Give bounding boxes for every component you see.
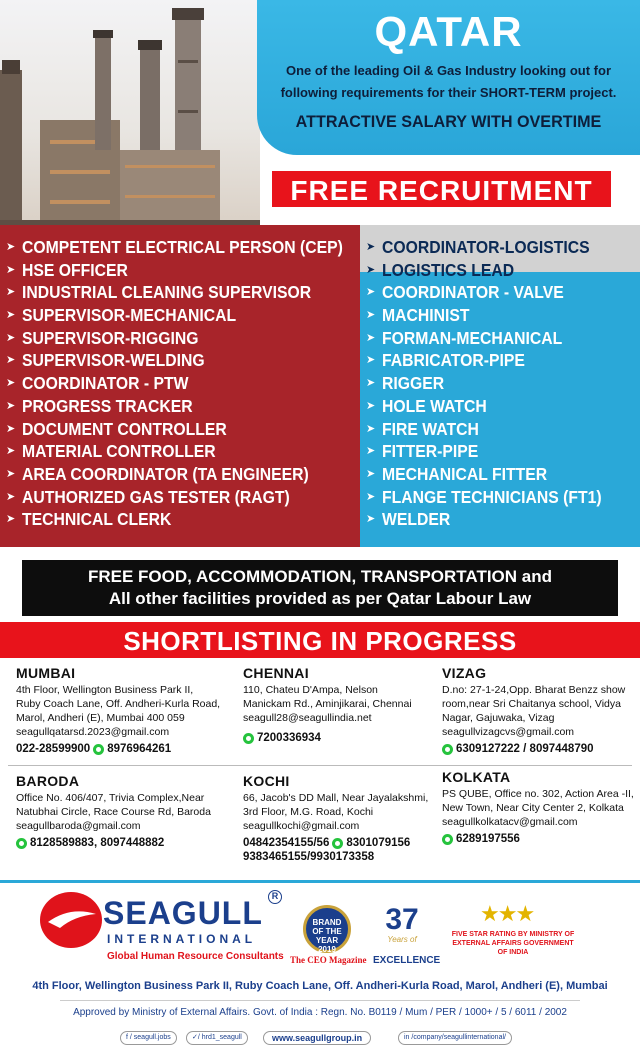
twitter-link[interactable] [186, 1031, 248, 1045]
position-label: INDUSTRIAL CLEANING SUPERVISOR [22, 282, 312, 303]
position-item [6, 508, 379, 531]
position-label: TECHNICAL CLERK [22, 509, 172, 530]
benefits-line-2: All other facilities provided as per Qatar Labour Law [108, 589, 532, 608]
position-label: FIRE WATCH [382, 418, 479, 439]
office-phone [442, 832, 638, 846]
registered-mark: R [268, 890, 282, 904]
office-kolkata [442, 770, 638, 846]
office-address-line: 4th Floor, Wellington Business Park II, [16, 684, 194, 696]
header-section [0, 0, 640, 232]
position-item [6, 395, 379, 418]
position-label: HOLE WATCH [382, 395, 487, 416]
office-address-line: 66, Jacob's DD Mall, Near Jayalakshmi, [243, 792, 429, 804]
star-rating-icon: ★★★ [480, 901, 534, 926]
arrow-icon: ➤ [366, 513, 376, 526]
brand-of-year-badge [303, 905, 351, 953]
office-address-line: Manickam Rd., Aminjikarai, Chennai [243, 698, 412, 710]
arrow-icon: ➤ [366, 445, 376, 458]
arrow-icon: ➤ [366, 331, 376, 344]
arrow-icon: ➤ [6, 309, 16, 322]
arrow-icon: ➤ [6, 286, 16, 299]
position-item [366, 304, 626, 327]
position-label: DOCUMENT CONTROLLER [22, 418, 227, 439]
phone-number[interactable]: 7200336934 [257, 732, 321, 744]
position-item [366, 236, 626, 259]
position-item [6, 440, 379, 463]
position-item [6, 304, 379, 327]
arrow-icon: ➤ [366, 309, 376, 322]
position-label: FLANGE TECHNICIANS (FT1) [382, 486, 602, 507]
position-label: MACHINIST [382, 305, 470, 326]
approval-text: Approved by Ministry of External Affairs. Govt. of India : Regn. No. B0119 / Mum / PER / 1000+ / 5 / 6011 / 2002 [73, 1007, 567, 1018]
office-address-line: 3rd Floor, M.G. Road, Kochi [243, 806, 374, 818]
star-rating-text: FIVE STAR RATING BY MINISTRY OF EXTERNAL AFFAIRS GOVERNMENT OF INDIA [451, 931, 575, 956]
office-email[interactable]: seagullbaroda@gmail.com [16, 820, 141, 832]
qatar-banner [257, 0, 640, 155]
years-badge [370, 905, 434, 951]
position-item [6, 486, 379, 509]
office-baroda [16, 774, 241, 850]
phone-number[interactable]: 9383465155/9930173358 [243, 851, 375, 863]
position-label: COMPETENT ELECTRICAL PERSON (CEP) [22, 237, 343, 257]
position-label: COORDINATOR-LOGISTICS [382, 237, 590, 257]
office-address-line: room,near Sri Chaitanya school, Vidya [442, 698, 621, 710]
country-title: QATAR [374, 8, 523, 55]
position-label: WELDER [382, 509, 451, 530]
position-item [366, 395, 626, 418]
footer-divider [60, 1000, 580, 1001]
position-label: SUPERVISOR-MECHANICAL [22, 305, 237, 326]
arrow-icon: ➤ [6, 513, 16, 526]
years-number: 37 [385, 903, 419, 936]
office-phone [243, 836, 443, 850]
badge-year: 2019 [318, 945, 336, 954]
position-item [366, 486, 626, 509]
position-label: COORDINATOR - PTW [22, 373, 189, 394]
position-item [366, 418, 626, 441]
office-phone [442, 742, 638, 756]
position-item [366, 259, 626, 282]
arrow-icon: ➤ [366, 241, 376, 253]
shortlisting-banner: SHORTLISTING IN PROGRESS [0, 622, 640, 658]
office-address-line: PS QUBE, Office no. 302, Action Area -II, [442, 788, 634, 800]
whatsapp-icon [442, 744, 453, 755]
office-phone [16, 742, 241, 756]
arrow-icon: ➤ [6, 445, 16, 458]
whatsapp-icon [93, 744, 104, 755]
arrow-icon: ➤ [366, 490, 376, 503]
position-item [366, 327, 626, 350]
years-text: Years of [387, 935, 417, 944]
office-address-line: Ruby Coach Lane, Off. Andheri-Kurla Road, [16, 698, 221, 710]
ceo-magazine: The CEO Magazine [290, 955, 367, 965]
office-vizag [442, 666, 638, 756]
office-email[interactable]: seagullkolkatacv@gmail.com [442, 816, 578, 828]
arrow-icon: ➤ [366, 377, 376, 390]
offices-divider [8, 765, 632, 766]
arrow-icon: ➤ [6, 467, 16, 480]
office-city: KOCHI [243, 773, 290, 789]
position-label: FABRICATOR-PIPE [382, 350, 525, 371]
arrow-icon: ➤ [366, 286, 376, 299]
office-address-line: 110, Chateu D'Ampa, Nelson [243, 684, 378, 696]
position-item [366, 440, 626, 463]
position-item [366, 349, 626, 372]
office-kochi [243, 774, 443, 864]
position-label: LOGISTICS LEAD [382, 259, 515, 280]
positions-left-list [6, 236, 379, 531]
intro-text: One of the leading Oil & Gas Industry looking out for following requirements for their SHORT-TERM project. [280, 63, 617, 100]
phone-number[interactable]: 6309127222 / 8097448790 [456, 743, 594, 755]
position-label: MATERIAL CONTROLLER [22, 441, 216, 462]
arrow-icon: ➤ [366, 354, 376, 367]
arrow-icon: ➤ [6, 263, 16, 276]
phone-number[interactable]: 8128589883, 8097448882 [30, 837, 165, 849]
office-city: MUMBAI [16, 665, 76, 681]
positions-right-list [366, 236, 626, 531]
office-address-line: D.no: 27-1-24,Opp. Bharat Benzz show [442, 684, 626, 696]
positions-left-column [0, 225, 360, 547]
excellence-text: EXCELLENCE [373, 955, 441, 966]
phone-number[interactable]: 022-28599900 [16, 743, 91, 755]
position-item [6, 349, 379, 372]
linkedin-icon: in [404, 1034, 412, 1041]
position-label: SUPERVISOR-RIGGING [22, 327, 199, 348]
position-item [6, 327, 379, 350]
whatsapp-icon [16, 838, 27, 849]
position-label: MECHANICAL FITTER [382, 463, 548, 484]
office-address-line: Nagar, Gajuwaka, Vizag [442, 712, 555, 724]
arrow-icon: ➤ [366, 263, 376, 276]
position-item [6, 281, 379, 304]
position-label: FORMAN-MECHANICAL [382, 327, 563, 348]
position-item [366, 372, 626, 395]
refinery-image [0, 0, 260, 232]
brand-name: SEAGULL [103, 895, 263, 931]
website-link[interactable]: www.seagullgroup.in [263, 1031, 371, 1045]
arrow-icon: ➤ [6, 354, 16, 367]
phone-number[interactable]: 04842354155/56 [243, 837, 330, 849]
position-label: SUPERVISOR-WELDING [22, 350, 205, 371]
position-item [6, 418, 379, 441]
twitter-icon: ✓ [192, 1034, 198, 1041]
seagull-logo-icon [40, 892, 102, 948]
position-label: HSE OFFICER [22, 259, 128, 280]
arrow-icon: ➤ [366, 399, 376, 412]
benefits-line-1: FREE FOOD, ACCOMMODATION, TRANSPORTATION and [87, 567, 552, 586]
office-address-line: Office No. 406/407, Trivia Complex,Near [16, 792, 205, 804]
office-address-line: Marol, Andheri (E), Mumbai 400 059 [16, 712, 185, 724]
arrow-icon: ➤ [6, 331, 16, 344]
position-item [366, 508, 626, 531]
whatsapp-icon [332, 838, 343, 849]
office-city: BARODA [16, 773, 80, 789]
office-city: KOLKATA [442, 769, 511, 785]
office-email[interactable]: seagullqatarsd.2023@gmail.com [16, 726, 170, 738]
office-mumbai [16, 666, 241, 756]
office-chennai [243, 666, 438, 745]
office-phone [243, 731, 438, 745]
whatsapp-icon [442, 834, 453, 845]
arrow-icon: ➤ [366, 422, 376, 435]
office-phone [16, 836, 241, 850]
whatsapp-icon [243, 733, 254, 744]
free-recruitment-banner: FREE RECRUITMENT [270, 169, 613, 209]
position-item [366, 463, 626, 486]
office-phone [243, 850, 443, 864]
position-item [6, 463, 379, 486]
position-label: COORDINATOR - VALVE [382, 282, 564, 303]
office-email[interactable]: seagull28@seagullindia.net [243, 712, 372, 724]
arrow-icon: ➤ [6, 399, 16, 412]
position-label: AUTHORIZED GAS TESTER (RAGT) [22, 486, 290, 507]
office-address-line: Natubhai Circle, Race Course Rd, Baroda [16, 806, 211, 818]
head-office-address: 4th Floor, Wellington Business Park II, Ruby Coach Lane, Off. Andheri-Kurla Road, Marol, Andheri (E), Mumbai [32, 980, 608, 992]
position-item [6, 236, 379, 259]
arrow-icon: ➤ [6, 377, 16, 390]
position-item [6, 259, 379, 282]
brand-international: INTERNATIONAL [107, 932, 257, 946]
phone-number[interactable]: 6289197556 [456, 833, 520, 845]
arrow-icon: ➤ [6, 422, 16, 435]
linkedin-handle: /company/seagullinternational/ [411, 1034, 506, 1041]
facebook-link[interactable]: f / seagull.jobs [120, 1031, 177, 1045]
brand-tagline: Global Human Resource Consultants [107, 951, 284, 962]
arrow-icon: ➤ [6, 241, 16, 253]
position-label: AREA COORDINATOR (TA ENGINEER) [22, 463, 309, 484]
office-email[interactable]: seagullvizagcvs@gmail.com [442, 726, 575, 738]
arrow-icon: ➤ [6, 490, 16, 503]
badge-text: BRAND OF THE YEAR [312, 918, 342, 945]
phone-number[interactable]: 8301079156 [346, 837, 411, 849]
twitter-handle: / hrd1_seagull [197, 1034, 242, 1041]
office-email[interactable]: seagullkochi@gmail.com [243, 820, 360, 832]
office-address-line: New Town, Near City Center 2, Kolkata [442, 802, 624, 814]
salary-text: ATTRACTIVE SALARY WITH OVERTIME [295, 112, 602, 131]
linkedin-link[interactable] [398, 1031, 512, 1045]
position-label: RIGGER [382, 373, 445, 394]
position-label: PROGRESS TRACKER [22, 395, 193, 416]
position-label: FITTER-PIPE [382, 441, 479, 462]
arrow-icon: ➤ [366, 467, 376, 480]
position-item [366, 281, 626, 304]
office-city: VIZAG [442, 665, 487, 681]
phone-number[interactable]: 8976964261 [107, 743, 172, 755]
position-item [6, 372, 379, 395]
office-city: CHENNAI [243, 665, 309, 681]
benefits-banner [22, 560, 618, 616]
positions-right-column [360, 225, 640, 547]
